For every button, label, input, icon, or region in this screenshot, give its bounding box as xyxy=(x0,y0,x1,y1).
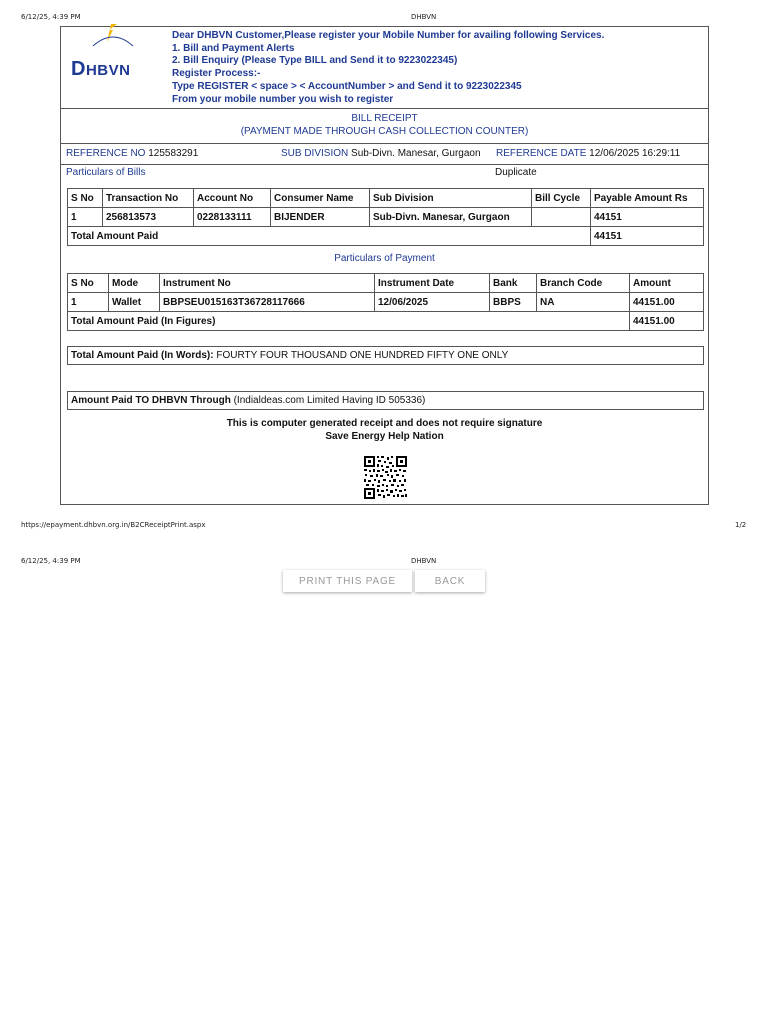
table-header-cell: Transaction No xyxy=(103,189,194,208)
print-page-number: 1/2 xyxy=(735,521,747,529)
table-row xyxy=(68,208,704,227)
table-header-cell: Consumer Name xyxy=(271,189,370,208)
receipt-subtitle: (PAYMENT MADE THROUGH CASH COLLECTION COUNTER) xyxy=(240,125,529,137)
table-cell xyxy=(532,208,591,227)
table-header-row xyxy=(68,274,704,293)
table-total-row xyxy=(68,227,704,246)
total-figures-label: Total Amount Paid (In Figures) xyxy=(68,312,630,331)
table-header-cell: Account No xyxy=(194,189,271,208)
particulars-bills-label: Particulars of Bills xyxy=(66,167,146,178)
reference-no-label: REFERENCE NO xyxy=(66,148,146,159)
total-amount-value: 44151 xyxy=(591,227,704,246)
notice-line: From your mobile number you wish to register xyxy=(172,93,394,105)
table-cell: Sub-Divn. Manesar, Gurgaon xyxy=(370,208,532,227)
total-figures-value: 44151.00 xyxy=(630,312,704,331)
table-cell: 12/06/2025 xyxy=(375,293,490,312)
table-row xyxy=(68,293,704,312)
table-header-cell: Bank xyxy=(490,274,537,293)
bills-table xyxy=(67,188,704,246)
table-header-cell: Sub Division xyxy=(370,189,532,208)
table-cell: BIJENDER xyxy=(271,208,370,227)
table-cell: NA xyxy=(537,293,630,312)
table-header-cell: Mode xyxy=(109,274,160,293)
reference-row xyxy=(61,143,708,165)
sub-division-label: SUB DIVISION xyxy=(281,148,349,159)
table-cell: BBPSEU015163T36728117666 xyxy=(160,293,375,312)
dhbvn-logo: DHBVN xyxy=(71,58,131,80)
print-page-title: DHBVN xyxy=(411,557,437,565)
total-amount-label: Total Amount Paid xyxy=(68,227,591,246)
duplicate-label: Duplicate xyxy=(495,167,537,178)
back-button[interactable]: BACK xyxy=(415,570,485,592)
notice-line: Type REGISTER < space > < AccountNumber > and Send it to 9223022345 xyxy=(172,80,522,92)
amount-in-words-box xyxy=(67,346,704,365)
print-url: https://epayment.dhbvn.org.in/B2CReceiptPrint.aspx xyxy=(21,521,206,529)
print-timestamp: 6/12/25, 4:39 PM xyxy=(21,557,81,565)
notice-line: 2. Bill Enquiry (Please Type BILL and Send it to 9223022345) xyxy=(172,55,458,67)
amount-in-words-label: Total Amount Paid (In Words): xyxy=(71,350,214,361)
dhbvn-logo-icon xyxy=(73,19,153,59)
notice-line: 1. Bill and Payment Alerts xyxy=(172,42,295,54)
table-total-row xyxy=(68,312,704,331)
reference-date-label: REFERENCE DATE xyxy=(496,148,587,159)
table-cell: Wallet xyxy=(109,293,160,312)
print-timestamp: 6/12/25, 4:39 PM xyxy=(21,13,81,21)
table-header-row xyxy=(68,189,704,208)
receipt-title: BILL RECEIPT xyxy=(351,113,418,124)
table-header-cell: Bill Cycle xyxy=(532,189,591,208)
table-cell: 256813573 xyxy=(103,208,194,227)
receipt-title-block xyxy=(61,113,708,138)
print-page-title: DHBVN xyxy=(411,13,437,21)
receipt-header xyxy=(61,27,708,109)
paid-through-label: Amount Paid TO DHBVN Through xyxy=(71,395,231,406)
notice-line: Register Process:- xyxy=(172,68,261,80)
table-header-cell: Amount xyxy=(630,274,704,293)
notice-line: Dear DHBVN Customer,Please register your Mobile Number for availing following Services. xyxy=(172,30,605,41)
table-cell: 1 xyxy=(68,293,109,312)
particulars-payment-label: Particulars of Payment xyxy=(334,253,435,264)
table-header-cell: Payable Amount Rs xyxy=(591,189,704,208)
footer-note xyxy=(61,418,708,443)
computer-generated-note: This is computer generated receipt and does not require signature xyxy=(226,418,543,429)
table-cell: 1 xyxy=(68,208,103,227)
save-energy-slogan: Save Energy Help Nation xyxy=(325,430,444,442)
table-cell: 0228133111 xyxy=(194,208,271,227)
reference-date-value: 12/06/2025 16:29:11 xyxy=(589,148,681,159)
table-cell: 44151.00 xyxy=(630,293,704,312)
table-header-cell: Instrument No xyxy=(160,274,375,293)
print-page-button[interactable]: PRINT THIS PAGE xyxy=(283,570,412,592)
amount-in-words-value: FOURTY FOUR THOUSAND ONE HUNDRED FIFTY ONE ONLY xyxy=(216,350,509,361)
particulars-bills-row xyxy=(61,164,708,183)
table-header-cell: Instrument Date xyxy=(375,274,490,293)
sub-division-value: Sub-Divn. Manesar, Gurgaon xyxy=(351,148,481,159)
table-header-cell: S No xyxy=(68,274,109,293)
table-cell: 44151 xyxy=(591,208,704,227)
qr-code-icon xyxy=(363,455,408,500)
payment-table xyxy=(67,273,704,331)
table-header-cell: S No xyxy=(68,189,103,208)
registration-notice xyxy=(172,30,604,106)
paid-through-box xyxy=(67,391,704,410)
bill-receipt xyxy=(60,26,709,505)
paid-through-value: (Indialdeas.com Limited Having ID 505336) xyxy=(233,395,426,406)
table-header-cell: Branch Code xyxy=(537,274,630,293)
reference-no-value: 125583291 xyxy=(148,148,199,159)
table-cell: BBPS xyxy=(490,293,537,312)
